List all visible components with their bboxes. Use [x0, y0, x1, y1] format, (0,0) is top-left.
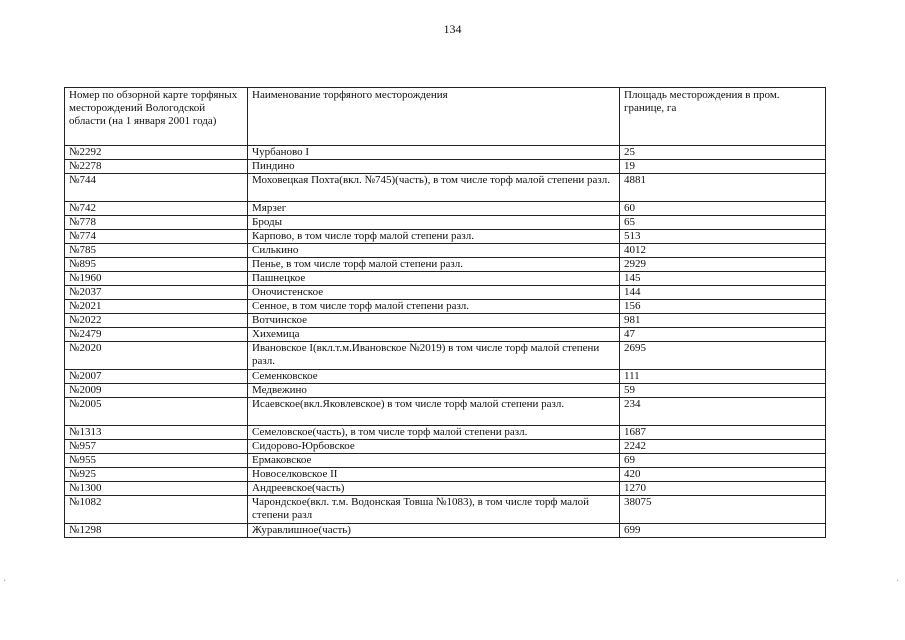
deposit-area-cell: 1270 [620, 482, 826, 496]
deposit-name-cell: Медвежино [248, 384, 620, 398]
deposit-number-cell: №2278 [65, 160, 248, 174]
deposit-number-cell: №1082 [65, 496, 248, 524]
right-edge-scan-mark: · [896, 576, 901, 587]
deposit-area-cell: 69 [620, 454, 826, 468]
header-deposit-name: Наименование торфяного месторождения [248, 88, 620, 146]
table-header-row [65, 88, 826, 146]
deposit-area-cell: 65 [620, 216, 826, 230]
deposit-area-cell: 156 [620, 300, 826, 314]
table-row [65, 426, 826, 440]
deposit-number-cell: №2005 [65, 398, 248, 426]
table-row [65, 482, 826, 496]
deposit-name-cell: Пенье, в том числе торф малой степени разл. [248, 258, 620, 272]
deposit-area-cell: 2695 [620, 342, 826, 370]
table-row [65, 272, 826, 286]
table-row [65, 258, 826, 272]
deposit-number-cell: №895 [65, 258, 248, 272]
table-row [65, 370, 826, 384]
table-row [65, 384, 826, 398]
deposit-number-cell: №778 [65, 216, 248, 230]
table-row [65, 314, 826, 328]
deposit-name-cell: Оночистенское [248, 286, 620, 300]
table-row [65, 300, 826, 314]
deposit-name-cell: Чурбаново I [248, 146, 620, 160]
deposit-name-cell: Броды [248, 216, 620, 230]
table-row [65, 216, 826, 230]
deposit-number-cell: №2021 [65, 300, 248, 314]
table-row [65, 496, 826, 524]
header-deposit-number: Номер по обзорной карте торфяных месторождений Вологодской области (на 1 января 2001 года) [65, 88, 248, 146]
deposit-area-cell: 4881 [620, 174, 826, 202]
deposit-name-cell: Хихемица [248, 328, 620, 342]
deposit-area-cell: 19 [620, 160, 826, 174]
deposit-area-cell: 25 [620, 146, 826, 160]
table-row [65, 524, 826, 538]
deposit-number-cell: №1300 [65, 482, 248, 496]
deposit-name-cell: Мярзег [248, 202, 620, 216]
deposit-area-cell: 47 [620, 328, 826, 342]
deposit-area-cell: 1687 [620, 426, 826, 440]
peat-deposits-table [64, 87, 826, 538]
deposit-name-cell: Журавлишное(часть) [248, 524, 620, 538]
table-row [65, 328, 826, 342]
deposit-name-cell: Сидорово-Юрбовское [248, 440, 620, 454]
deposit-number-cell: №2009 [65, 384, 248, 398]
deposit-area-cell: 234 [620, 398, 826, 426]
deposit-number-cell: №957 [65, 440, 248, 454]
deposit-number-cell: №2020 [65, 342, 248, 370]
deposit-area-cell: 699 [620, 524, 826, 538]
deposit-name-cell: Карпово, в том числе торф малой степени разл. [248, 230, 620, 244]
table-row [65, 398, 826, 426]
deposit-area-cell: 38075 [620, 496, 826, 524]
deposit-number-cell: №2037 [65, 286, 248, 300]
deposit-name-cell: Моховецкая Похта(вкл. №745)(часть), в том числе торф малой степени разл. [248, 174, 620, 202]
deposit-name-cell: Исаевское(вкл.Яковлевское) в том числе торф малой степени разл. [248, 398, 620, 426]
deposit-area-cell: 145 [620, 272, 826, 286]
deposit-number-cell: №744 [65, 174, 248, 202]
table-row [65, 342, 826, 370]
deposit-area-cell: 420 [620, 468, 826, 482]
deposit-area-cell: 513 [620, 230, 826, 244]
deposit-area-cell: 144 [620, 286, 826, 300]
deposit-number-cell: №742 [65, 202, 248, 216]
deposit-number-cell: №955 [65, 454, 248, 468]
table-row [65, 440, 826, 454]
table-row [65, 174, 826, 202]
deposit-name-cell: Чарондское(вкл. т.м. Водонская Товша №1083), в том числе торф малой степени разл [248, 496, 620, 524]
deposit-name-cell: Ивановское I(вкл.т.м.Ивановское №2019) в том числе торф малой степени разл. [248, 342, 620, 370]
deposit-number-cell: №1960 [65, 272, 248, 286]
deposit-name-cell: Новоселковское II [248, 468, 620, 482]
deposit-number-cell: №1298 [65, 524, 248, 538]
deposit-name-cell: Силькино [248, 244, 620, 258]
deposit-area-cell: 2242 [620, 440, 826, 454]
deposit-name-cell: Семенковское [248, 370, 620, 384]
deposit-name-cell: Ермаковское [248, 454, 620, 468]
deposit-area-cell: 111 [620, 370, 826, 384]
deposit-area-cell: 59 [620, 384, 826, 398]
table-row [65, 286, 826, 300]
table-row [65, 146, 826, 160]
left-edge-scan-mark: · [3, 576, 8, 587]
table-row [65, 454, 826, 468]
deposit-number-cell: №2292 [65, 146, 248, 160]
table-row [65, 160, 826, 174]
deposit-number-cell: №2022 [65, 314, 248, 328]
deposit-name-cell: Сенное, в том числе торф малой степени разл. [248, 300, 620, 314]
deposit-number-cell: №2479 [65, 328, 248, 342]
deposit-name-cell: Пиндино [248, 160, 620, 174]
deposit-name-cell: Семеловское(часть), в том числе торф малой степени разл. [248, 426, 620, 440]
table-row [65, 468, 826, 482]
header-deposit-area: Площадь месторождения в пром. границе, га [620, 88, 826, 146]
deposit-number-cell: №785 [65, 244, 248, 258]
deposit-area-cell: 60 [620, 202, 826, 216]
deposit-number-cell: №2007 [65, 370, 248, 384]
deposit-name-cell: Андреевское(часть) [248, 482, 620, 496]
deposit-area-cell: 2929 [620, 258, 826, 272]
deposit-name-cell: Вотчинское [248, 314, 620, 328]
table-row [65, 230, 826, 244]
page-number: 134 [443, 22, 462, 36]
deposit-number-cell: №925 [65, 468, 248, 482]
table-row [65, 202, 826, 216]
deposit-area-cell: 4012 [620, 244, 826, 258]
deposit-number-cell: №1313 [65, 426, 248, 440]
table-row [65, 244, 826, 258]
deposit-name-cell: Пашнецкое [248, 272, 620, 286]
deposit-area-cell: 981 [620, 314, 826, 328]
deposit-number-cell: №774 [65, 230, 248, 244]
